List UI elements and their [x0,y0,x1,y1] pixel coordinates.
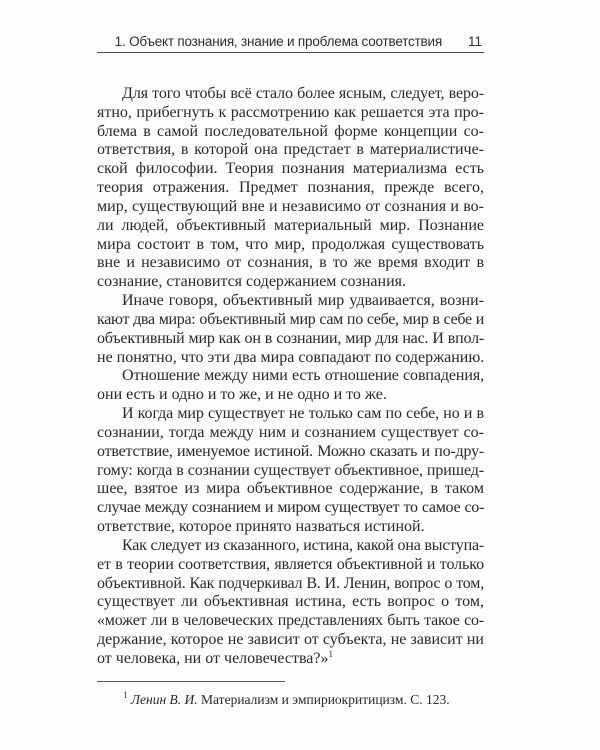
page-number: 11 [467,33,482,49]
text-line: сознании, тогда между ним и сознанием существует со- [97,423,484,441]
text-line: ответствие, именуемое истиной. Можно сказать и по-дру- [97,442,484,460]
text-line: они есть и одно и то же, и не одно и то же. [97,386,387,404]
text-line: И когда мир существует не только сам по себе, но и в [122,405,484,423]
text-line: теория отражения. Предмет познания, прежде всего, [97,179,484,197]
footnote-text: Материализм и эмпириокритицизм. С. 123. [201,691,450,707]
text-line: Как следует из сказанного, истина, какой она выступа- [122,536,484,554]
chapter-title: 1. Объект познания, знание и проблема соответствия [114,33,442,49]
text-line: не понятно, что эти два мира совпадают по содержанию. [97,348,485,366]
page-body [97,85,484,708]
text-line: гому: когда в сознании существует объективное, пришед- [97,461,484,479]
text-line: от человека, ни от человечества?»$^1$ [97,648,333,667]
text-line: объективной. Как подчеркивал В. И. Ленин, вопрос о том, [97,574,484,592]
text-line: Отношение между ними есть отношение совпадения, [122,367,484,385]
paragraph [97,537,484,669]
paragraph [97,367,484,405]
text-line: ет в теории соответствия, является объективной и только [97,555,484,573]
paragraph [97,292,484,367]
paragraph [97,405,484,537]
text-line: блема в самой последовательной форме концепции со- [97,122,484,140]
text-line: ятно, прибегнуть к рассмотрению как решается эта про- [97,103,484,121]
text-line: мира состоит в том, что мир, продолжая существовать [97,235,484,253]
text-line: Для того чтобы всё стало более ясным, следует, веро- [122,85,484,102]
footnote-marker: 1 [123,689,128,700]
text-line: ответствия, в которой она предстает в материалистиче- [97,141,484,159]
text-line: ской философии. Теория познания материализма есть [97,160,484,178]
footnote [97,691,484,708]
text-line: вне и независимо от сознания, в то же время входит в [97,254,484,272]
text-line: ответствие, которое принято назваться истиной. [97,518,425,536]
text-line: кают два мира: объективный мир сам по себе, мир в себе и [97,310,484,328]
text-line: ли людей, объективный материальный мир. Познание [97,216,484,234]
text-line: случае между сознанием и миром существует то самое со- [97,499,484,517]
text-line: объективный мир как он в сознании, мир для нас. И впол- [97,329,484,347]
text-line: шее, взятое из мира объективное содержание, в таком [97,480,484,498]
text-line: сознание, становится содержанием сознания. [97,273,406,291]
text-line: держание, которое не зависит от субъекта, не зависит ни [97,631,484,649]
text-line: «может ли в человеческих представлениях быть такое со- [97,612,484,630]
footnote-reference[interactable]: 1 [328,648,333,659]
footnote-author: Ленин В. И. [130,691,198,707]
running-header [97,30,484,53]
paragraph [97,85,484,292]
text-line: существует ли объективная истина, есть вопрос о том, [97,593,484,611]
text-line: мир, существующий вне и независимо от сознания и во- [97,197,484,215]
text-line: Иначе говоря, объективный мир удваивается, возни- [122,292,484,310]
body-text [97,85,484,669]
footnote-divider [97,681,285,682]
